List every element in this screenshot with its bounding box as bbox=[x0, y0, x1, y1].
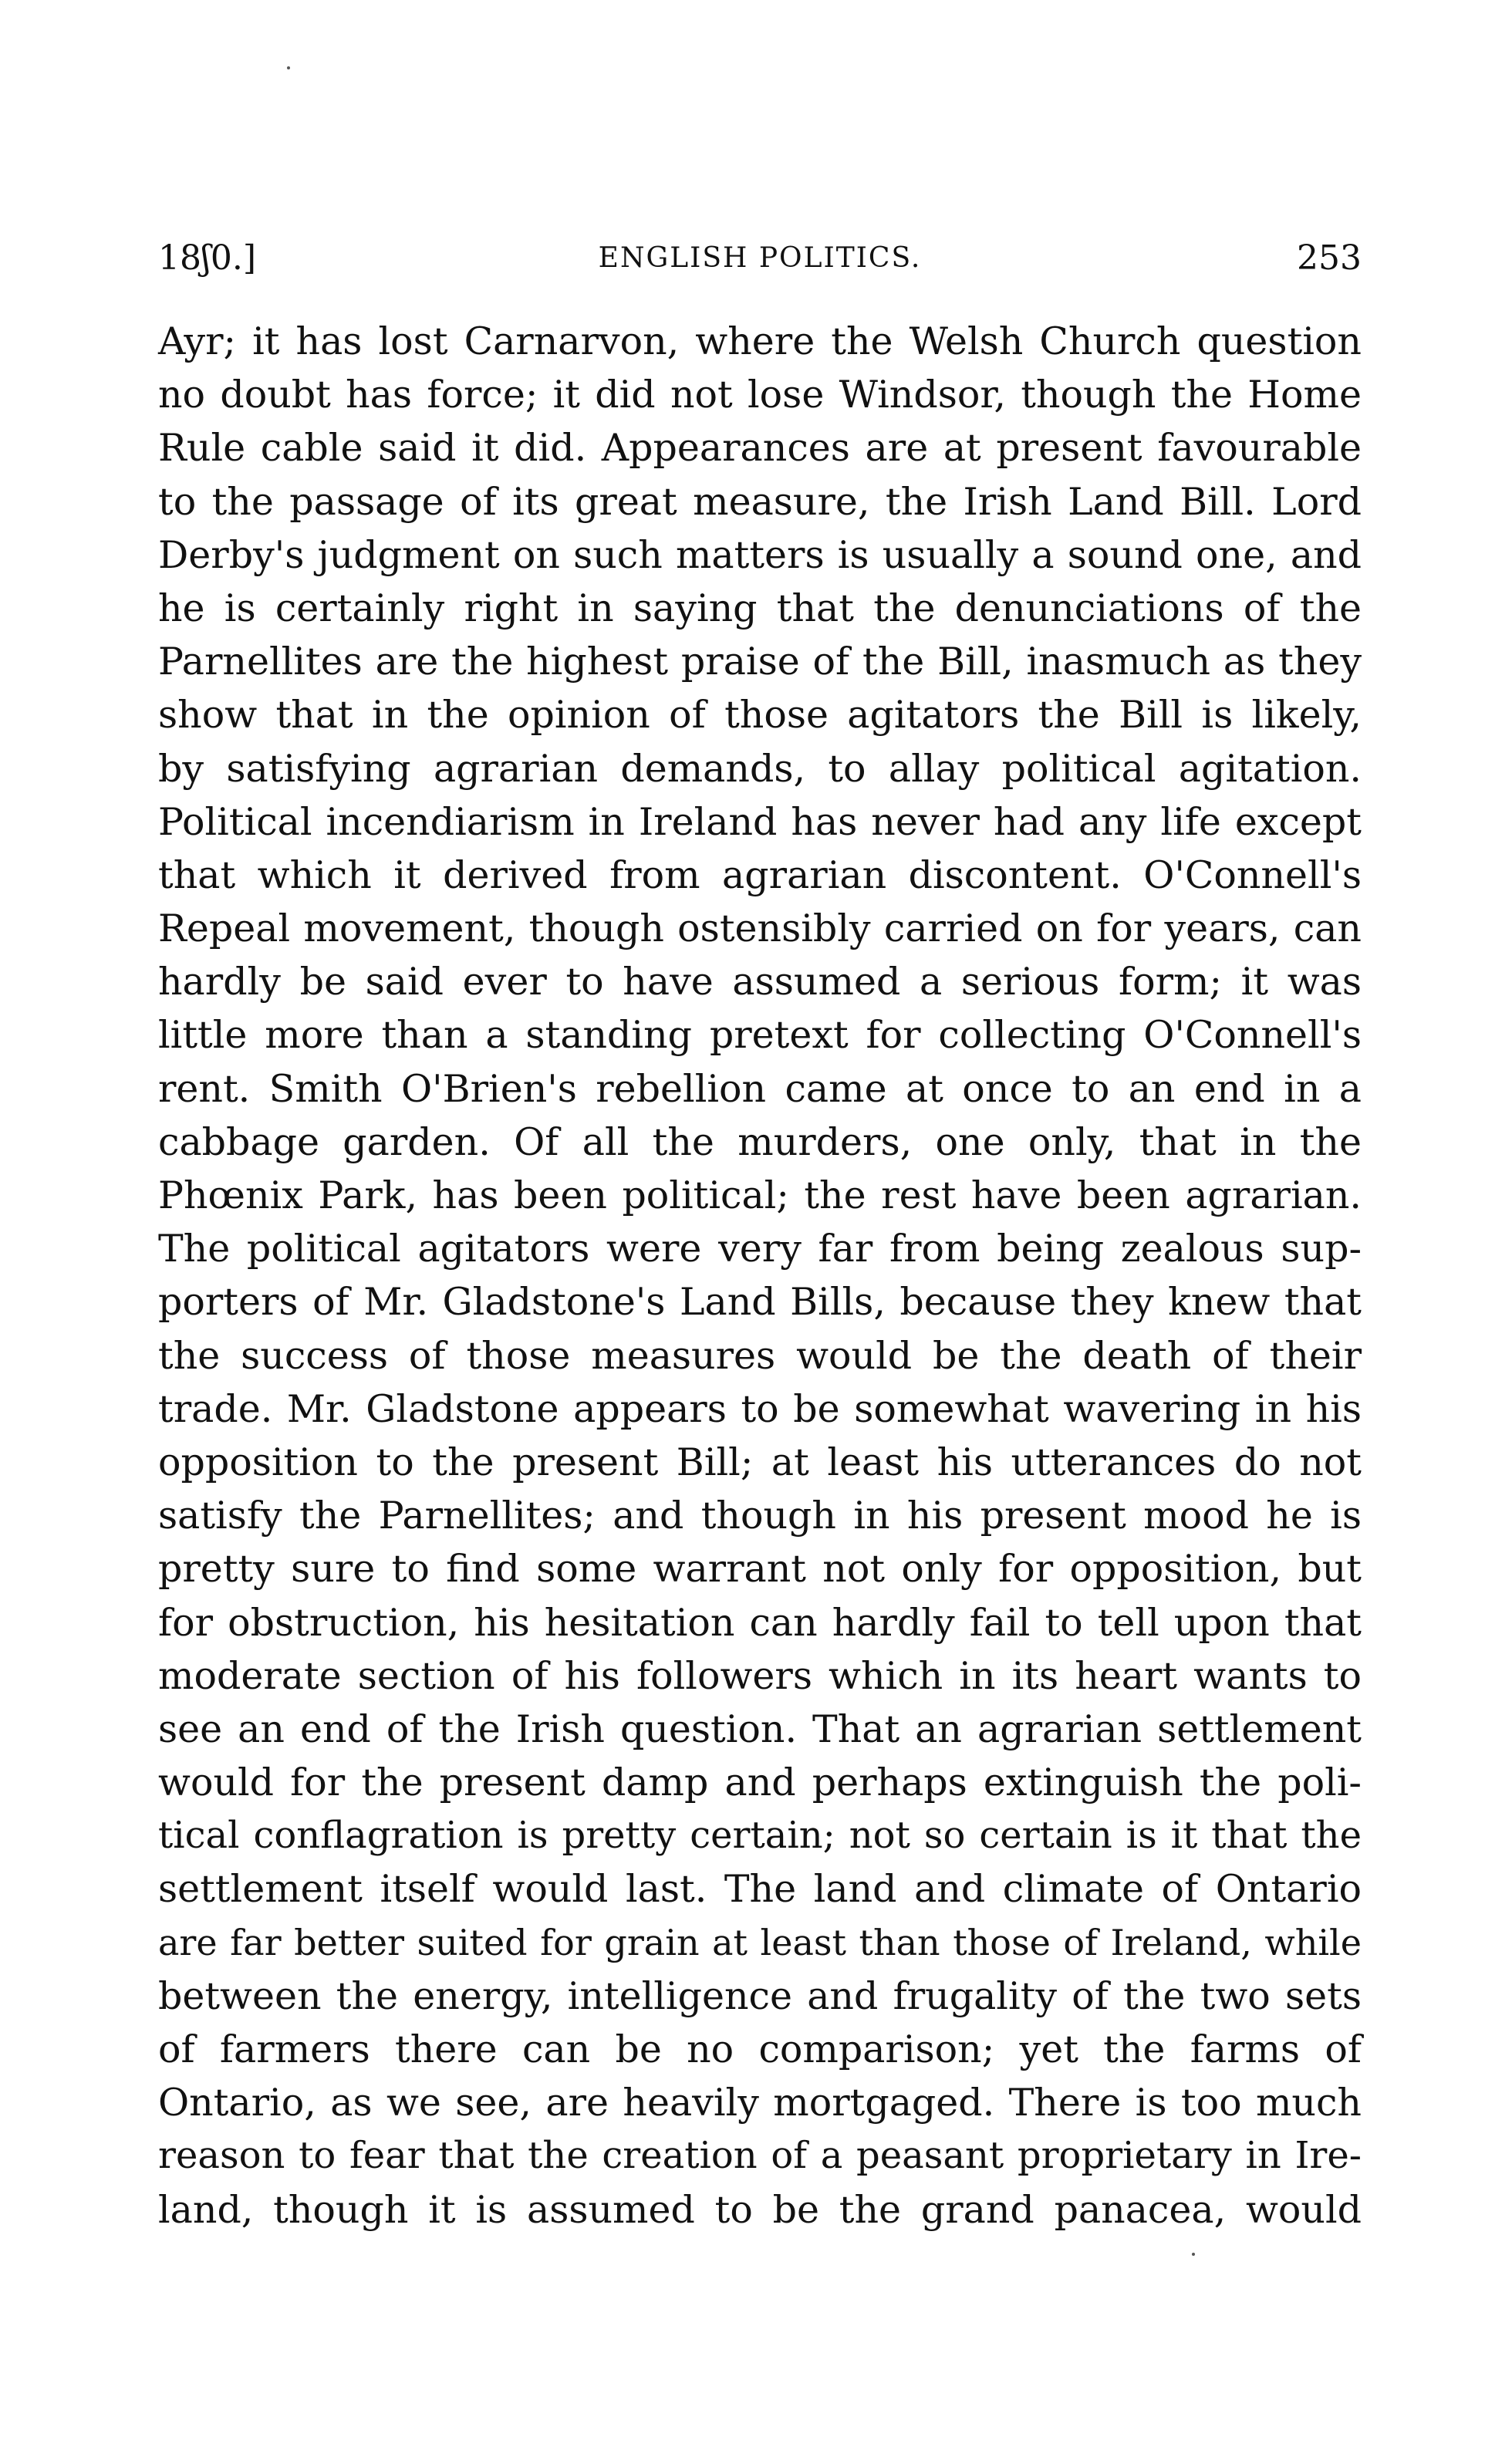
text-line: The political agitators were very far from being zealous sup- bbox=[158, 1227, 1362, 1271]
text-line: see an end of the Irish question. That an agrarian settlement bbox=[158, 1706, 1362, 1751]
text-line: satisfy the Parnellites; and though in his present mood he is bbox=[158, 1494, 1362, 1538]
text-line: opposition to the present Bill; at least his utterances do not bbox=[158, 1440, 1362, 1484]
running-head-title: ENGLISH POLITICS. bbox=[598, 242, 922, 274]
text-line: rent. Smith O'Brien's rebellion came at once to an end in a bbox=[158, 1066, 1362, 1111]
text-line: land, though it is assumed to be the grand panacea, would bbox=[158, 2187, 1362, 2232]
text-line: between the energy, intelligence and frugality of the two sets bbox=[158, 1973, 1362, 2018]
text-line: Repeal movement, though ostensibly carried on for years, can bbox=[158, 906, 1362, 951]
text-line: settlement itself would last. The land and climate of Ontario bbox=[158, 1867, 1362, 1912]
text-line: pretty sure to find some warrant not only for opposition, but bbox=[158, 1547, 1362, 1592]
text-line: Political incendiarism in Ireland has never had any life except bbox=[158, 799, 1362, 844]
text-line: reason to fear that the creation of a peasant proprietary in Ire- bbox=[158, 2134, 1362, 2178]
text-line: Ayr; it has lost Carnarvon, where the Welsh Church question bbox=[158, 319, 1362, 363]
text-line: the success of those measures would be the death of their bbox=[158, 1333, 1362, 1378]
text-line: cabbage garden. Of all the murders, one only, that in the bbox=[158, 1119, 1362, 1164]
text-line: tical conflagration is pretty certain; not so certain is it that the bbox=[158, 1814, 1362, 1858]
text-line: trade. Mr. Gladstone appears to be somewhat wavering in his bbox=[158, 1386, 1362, 1431]
page-number: 253 bbox=[1297, 238, 1362, 278]
text-line: Parnellites are the highest praise of the Bill, inasmuch as they bbox=[158, 640, 1362, 684]
text-line: he is certainly right in saying that the denunciations of the bbox=[158, 586, 1362, 630]
text-line: that which it derived from agrarian discontent. O'Connell's bbox=[158, 852, 1362, 897]
text-line: little more than a standing pretext for collecting O'Connell's bbox=[158, 1013, 1362, 1058]
text-line: for obstruction, his hesitation can hardly fail to tell upon that bbox=[158, 1600, 1362, 1645]
text-line: of farmers there can be no comparison; yet the farms of bbox=[158, 2027, 1362, 2071]
text-line: are far better suited for grain at least than those of Ireland, while bbox=[158, 1921, 1362, 1963]
text-line: hardly be said ever to have assumed a serious form; it was bbox=[158, 960, 1362, 1004]
text-line: no doubt has force; it did not lose Windsor, though the Home bbox=[158, 373, 1362, 417]
running-head bbox=[158, 231, 1362, 285]
text-line: would for the present damp and perhaps extinguish the poli- bbox=[158, 1761, 1362, 1805]
text-line: porters of Mr. Gladstone's Land Bills, because they knew that bbox=[158, 1280, 1362, 1325]
body-text bbox=[158, 315, 1362, 2237]
text-line: show that in the opinion of those agitators the Bill is likely, bbox=[158, 693, 1362, 738]
text-line: by satisfying agrarian demands, to allay political agitation. bbox=[158, 746, 1362, 791]
text-line: Rule cable said it did. Appearances are at present favourable bbox=[158, 426, 1362, 471]
text-line: moderate section of his followers which in its heart wants to bbox=[158, 1653, 1362, 1698]
running-head-year: 18ʃ0.] bbox=[158, 238, 257, 278]
text-line: to the passage of its great measure, the Irish Land Bill. Lord bbox=[158, 479, 1362, 524]
text-line: Phœnix Park, has been political; the rest have been agrarian. bbox=[158, 1173, 1362, 1217]
text-line: Ontario, as we see, are heavily mortgaged. There is too much bbox=[158, 2081, 1362, 2125]
paper-speck bbox=[1192, 2253, 1195, 2256]
paper-speck bbox=[287, 66, 290, 69]
text-line: Derby's judgment on such matters is usually a sound one, and bbox=[158, 532, 1362, 577]
